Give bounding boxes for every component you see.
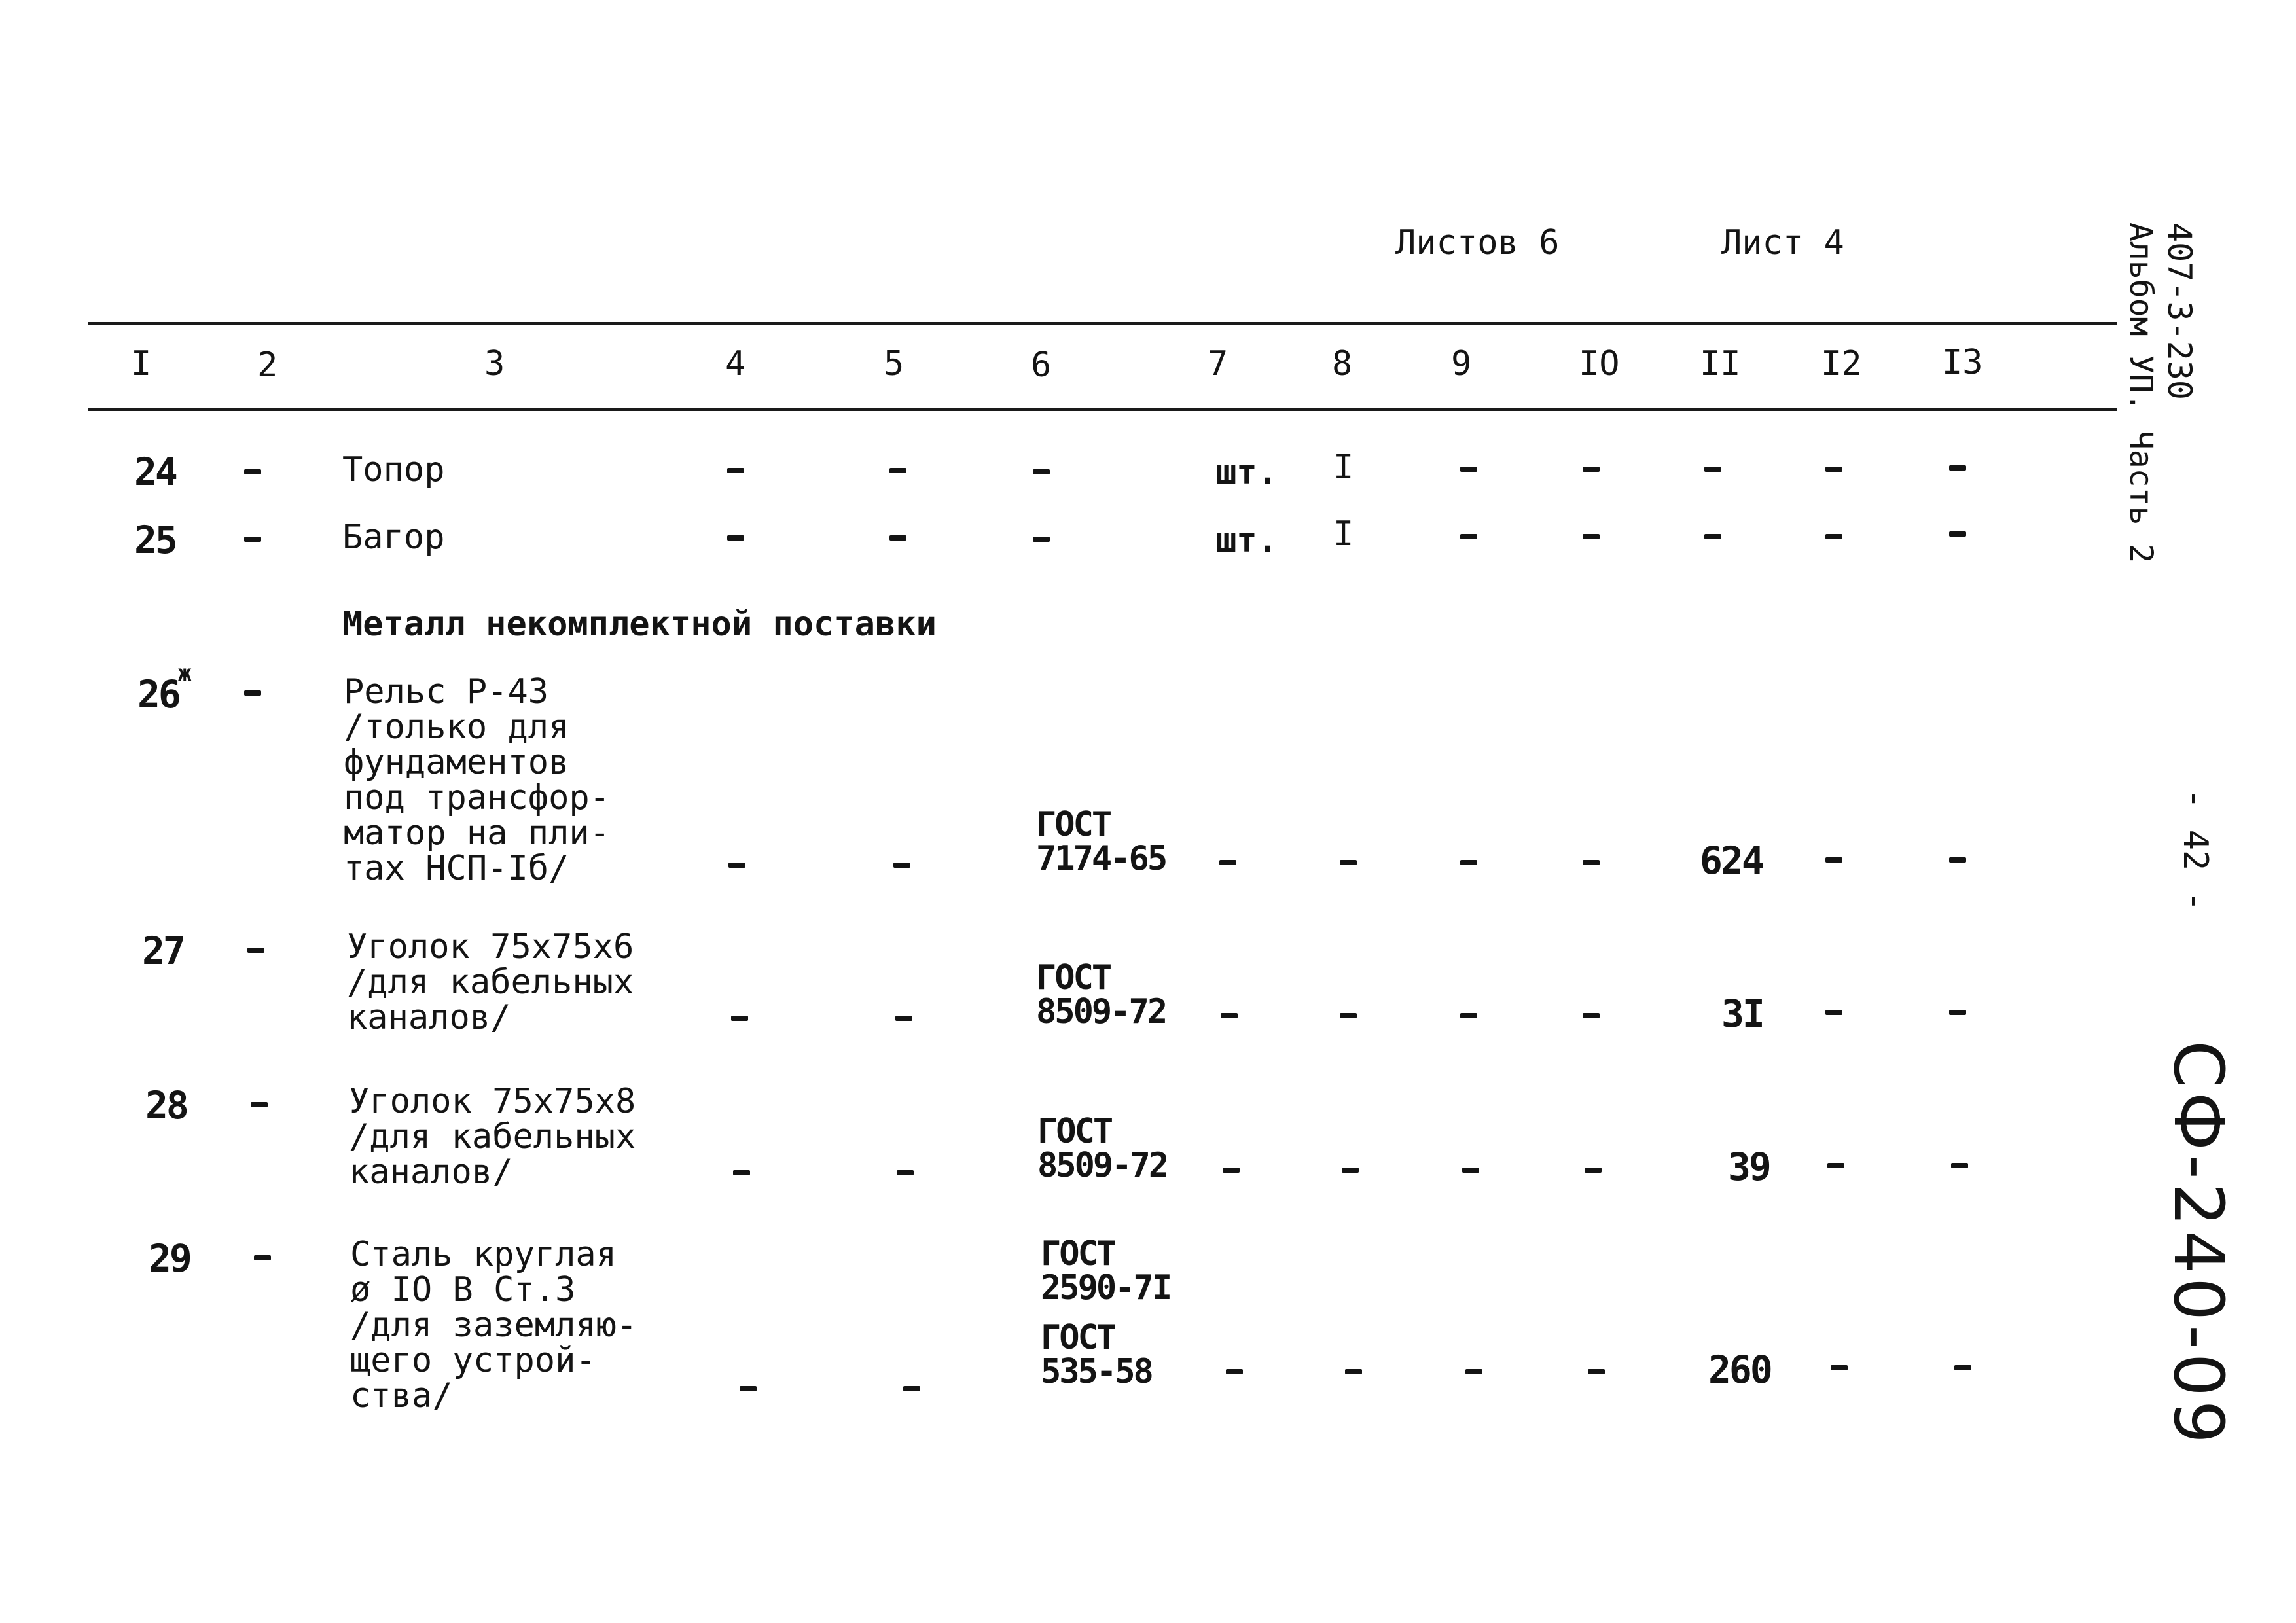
column-header-2: 2 bbox=[257, 346, 278, 385]
dash-col13 bbox=[1949, 465, 1966, 471]
standard-ref bbox=[1041, 1234, 1171, 1391]
column-header-7: 7 bbox=[1208, 344, 1229, 383]
album-part: Альбом УП. Часть 2 bbox=[2123, 223, 2159, 563]
dash-col4 bbox=[740, 1386, 757, 1391]
dash-col9 bbox=[1460, 1013, 1477, 1018]
dash-col7 bbox=[1223, 1168, 1240, 1173]
dash-col5 bbox=[889, 468, 906, 473]
dash-col11 bbox=[1704, 534, 1721, 539]
standard-ref bbox=[1037, 1112, 1168, 1185]
dash-col9 bbox=[1465, 1369, 1482, 1374]
item-name-line: Рельс Р-43 bbox=[344, 672, 549, 711]
standard-ref bbox=[1036, 958, 1166, 1031]
item-name-line: Уголок 75х75х8 bbox=[349, 1082, 636, 1121]
dash-col6 bbox=[1033, 469, 1050, 474]
quantity: I bbox=[1333, 514, 1354, 554]
column-header-4: 4 bbox=[725, 344, 746, 383]
dash-col7 bbox=[1219, 860, 1236, 865]
dash-col8 bbox=[1345, 1369, 1362, 1374]
sheets-total: Листов 6 bbox=[1395, 223, 1560, 262]
row-number: 28 bbox=[145, 1083, 187, 1128]
dash-col9 bbox=[1460, 860, 1477, 865]
dash-col10 bbox=[1583, 860, 1600, 865]
weight-value: 39 bbox=[1728, 1145, 1770, 1189]
column-header-3: 3 bbox=[484, 344, 505, 383]
dash-col10 bbox=[1588, 1369, 1605, 1374]
dash-col12 bbox=[1825, 467, 1842, 472]
row-number: 25 bbox=[134, 518, 176, 562]
standard-line: ГОСТ bbox=[1041, 1234, 1115, 1274]
item-name bbox=[347, 929, 634, 1035]
dash-col12 bbox=[1825, 534, 1842, 539]
dash-col9 bbox=[1460, 534, 1477, 539]
column-header-1: I bbox=[131, 344, 152, 383]
standard-line: 7174-65 bbox=[1036, 839, 1166, 878]
row-number: 29 bbox=[149, 1236, 190, 1281]
dash-col4 bbox=[728, 863, 745, 868]
item-name-line: каналов/ bbox=[349, 1152, 513, 1192]
dash-col5 bbox=[895, 1016, 912, 1021]
standard-line: ГОСТ bbox=[1036, 805, 1111, 844]
dash-col10 bbox=[1583, 534, 1600, 539]
dash-col5 bbox=[903, 1386, 920, 1391]
item-name: Топор bbox=[342, 450, 445, 490]
dash-col13 bbox=[1954, 1365, 1971, 1370]
item-name bbox=[349, 1084, 636, 1190]
standard-line: ГОСТ bbox=[1037, 1112, 1112, 1151]
weight-value: 3I bbox=[1721, 991, 1763, 1036]
dash-col7 bbox=[1221, 1013, 1238, 1018]
row-number: 27 bbox=[142, 929, 184, 973]
table-header-rule bbox=[88, 408, 2117, 411]
dash-col2 bbox=[244, 469, 261, 474]
sheet-number: Лист 4 bbox=[1721, 223, 1844, 262]
standard-line: ГОСТ bbox=[1036, 958, 1111, 997]
item-name-line: щего устрой- bbox=[350, 1341, 596, 1380]
item-name bbox=[350, 1237, 637, 1414]
item-name-line: Уголок 75х75х6 bbox=[347, 927, 634, 967]
item-name-line: /для кабельных bbox=[349, 1117, 636, 1156]
dash-col4 bbox=[731, 1016, 748, 1021]
dash-col12 bbox=[1827, 1163, 1844, 1168]
column-header-10: IO bbox=[1579, 344, 1620, 383]
item-name-line: ства/ bbox=[350, 1376, 453, 1416]
column-header-9: 9 bbox=[1451, 344, 1472, 383]
item-name-line: ø IO В Ст.3 bbox=[350, 1270, 576, 1310]
dash-col2 bbox=[244, 690, 261, 696]
dash-col10 bbox=[1585, 1168, 1602, 1173]
item-name-line: /только для bbox=[344, 707, 569, 747]
dash-col5 bbox=[897, 1170, 914, 1175]
dash-col2 bbox=[247, 948, 264, 953]
dash-col13 bbox=[1951, 1163, 1968, 1168]
dash-col11 bbox=[1704, 467, 1721, 472]
weight-value: 624 bbox=[1700, 838, 1763, 883]
item-name-line: /для кабельных bbox=[347, 963, 634, 1002]
table-top-rule bbox=[88, 322, 2117, 325]
page-number: - 42 - bbox=[2176, 789, 2215, 912]
handwritten-code: СФ-240-09 bbox=[2159, 1041, 2238, 1448]
row-number: 24 bbox=[134, 450, 176, 494]
column-header-12: I2 bbox=[1821, 344, 1862, 383]
document-code: 407-3-230 bbox=[2161, 223, 2198, 400]
dash-col10 bbox=[1583, 467, 1600, 472]
footnote-mark: ж bbox=[178, 660, 192, 687]
standard-line: ГОСТ bbox=[1041, 1318, 1115, 1357]
row-number: 26 bbox=[137, 672, 179, 717]
item-name-line: матор на пли- bbox=[344, 813, 610, 853]
dash-col2 bbox=[251, 1102, 268, 1107]
dash-col12 bbox=[1825, 1010, 1842, 1015]
standard-line: 8509-72 bbox=[1037, 1146, 1168, 1185]
column-header-6: 6 bbox=[1031, 346, 1052, 385]
item-name-line: Сталь круглая bbox=[350, 1235, 617, 1274]
dash-col8 bbox=[1340, 860, 1357, 865]
dash-col12 bbox=[1831, 1365, 1848, 1370]
item-name-line: каналов/ bbox=[347, 998, 511, 1037]
dash-col10 bbox=[1583, 1013, 1600, 1018]
section-title: Металл некомплектной поставки bbox=[342, 605, 937, 644]
dash-col9 bbox=[1460, 467, 1477, 472]
dash-col13 bbox=[1949, 857, 1966, 863]
dash-col13 bbox=[1949, 1010, 1966, 1015]
item-name bbox=[344, 674, 610, 886]
standard-line: 8509-72 bbox=[1036, 992, 1166, 1031]
column-header-5: 5 bbox=[884, 344, 905, 383]
quantity: I bbox=[1333, 448, 1354, 487]
item-name-line: тах НСП-Iб/ bbox=[344, 849, 569, 888]
item-name-line: под трансфор- bbox=[344, 778, 610, 817]
dash-col8 bbox=[1342, 1168, 1359, 1173]
item-name: Багор bbox=[342, 518, 445, 557]
column-header-11: II bbox=[1700, 344, 1741, 383]
dash-col2 bbox=[254, 1255, 271, 1260]
dash-col9 bbox=[1462, 1168, 1479, 1173]
dash-col7 bbox=[1226, 1369, 1243, 1374]
dash-col5 bbox=[889, 535, 906, 541]
dash-col12 bbox=[1825, 857, 1842, 863]
column-header-8: 8 bbox=[1332, 344, 1353, 383]
standard-ref bbox=[1036, 805, 1166, 878]
dash-col13 bbox=[1949, 531, 1966, 537]
column-header-13: I3 bbox=[1942, 343, 1983, 382]
standard-line: 535-58 bbox=[1041, 1352, 1152, 1391]
dash-col4 bbox=[727, 535, 744, 541]
dash-col4 bbox=[733, 1170, 750, 1175]
dash-col8 bbox=[1340, 1013, 1357, 1018]
dash-col6 bbox=[1033, 537, 1050, 542]
unit: шт. bbox=[1216, 453, 1278, 492]
dash-col4 bbox=[727, 468, 744, 473]
dash-col2 bbox=[244, 537, 261, 542]
standard-line: 2590-7I bbox=[1041, 1268, 1171, 1308]
item-name-line: фундаментов bbox=[344, 743, 569, 782]
weight-value: 260 bbox=[1708, 1347, 1771, 1392]
dash-col5 bbox=[893, 863, 910, 868]
item-name-line: /для заземляю- bbox=[350, 1306, 637, 1345]
unit: шт. bbox=[1216, 521, 1278, 560]
